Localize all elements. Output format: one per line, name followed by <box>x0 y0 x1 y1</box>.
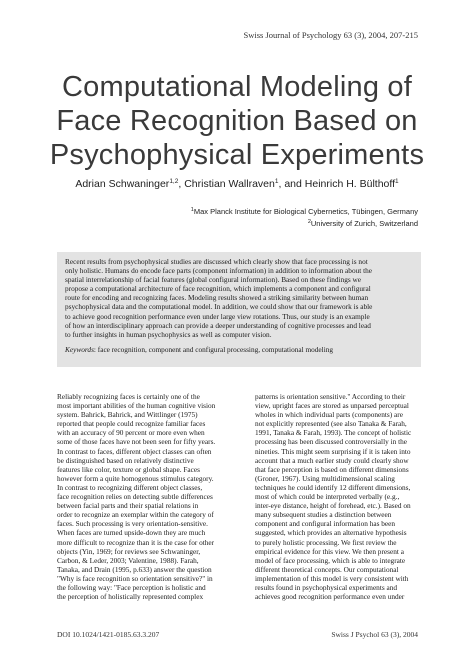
body-line: that face perception is based on different dimensions <box>255 464 409 474</box>
body-line: features like color, texture or global shape. Faces <box>57 464 200 474</box>
body-line: model of face processing, which is able to integrate <box>255 555 406 565</box>
affiliation-mark: 1 <box>190 207 194 213</box>
body-line: faces. Such processing is very orientation-sensitive. <box>57 519 208 529</box>
journal-footer: Swiss J Psychol 63 (3), 2004 <box>331 630 418 639</box>
body-line: empirical evidence for this view. We then present a <box>255 546 404 556</box>
body-line: nineties. This might seem surprising if it is taken into <box>255 446 411 456</box>
body-line: many subsequent studies a distinction between <box>255 510 392 520</box>
abstract-line: route for encoding and recognizing faces. Modeling results showed a striking similarity between human <box>65 293 369 303</box>
body-line: with an accuracy of 90 percent or more even when <box>57 428 205 438</box>
body-line: objects (Yin, 1969; for reviews see Schwaninger, <box>57 546 201 556</box>
affiliation-text: University of Zurich, Switzerland <box>310 219 418 228</box>
body-line: techniques he could identify 12 different dimensions, <box>255 482 411 492</box>
abstract-line: to further insights in human psychophysics as well as computer vision. <box>65 329 272 339</box>
title-line: Computational Modeling of <box>62 71 412 103</box>
abstract-line: spatial interrelationship of facial features (global configural information). Based on these findings we <box>65 275 362 285</box>
abstract-line: propose a computational architecture of face recognition, which implements a component and configural <box>65 284 371 294</box>
body-line: some of those faces have not been seen for fifty years. <box>57 437 216 447</box>
body-line: component and configural information has been <box>255 519 396 529</box>
body-line: inter-eye distance, height of forehead, etc.). Based on <box>255 501 411 511</box>
body-line: Tanaka, and Drain (1995, p.633) answer the question <box>57 564 212 574</box>
keywords-text: : face recognition, component and configural processing, computational modeling <box>93 344 334 354</box>
body-line: different theoretical concepts. Our computational <box>255 564 399 574</box>
body-line: "Why is face recognition so orientation sensitive?" in <box>57 573 213 583</box>
body-line: most of which could be interpreted verbally (e.g., <box>255 492 400 502</box>
body-line: order to recognize an exemplar within the category of <box>57 510 214 520</box>
author-affiliation-mark: 1 <box>395 178 399 185</box>
abstract-line: to achieve good recognition performance even under large view rotations. Thus, our study is an example <box>65 311 370 321</box>
abstract-line: Recent results from psychophysical studies are discussed which clearly show that face processing is not <box>65 257 368 266</box>
author-affiliation-mark: 1,2 <box>169 178 179 185</box>
affiliations <box>191 205 418 229</box>
body-line: implementation of this model is very consistent with <box>255 573 409 583</box>
body-line: In contrast to recognizing different object classes, <box>57 482 203 492</box>
keywords-line <box>65 345 413 354</box>
doi-footer: DOI 10.1024/1421-0185.63.3.207 <box>57 630 160 639</box>
affiliation-mark: 2 <box>307 219 311 225</box>
article-title <box>0 70 474 172</box>
body-line: reported that people could recognize familiar faces <box>57 419 206 429</box>
body-line: more difficult to recognize than it is the case for other <box>57 537 215 547</box>
abstract-box <box>57 252 421 367</box>
body-line: face recognition relies on detecting subtle differences <box>57 492 213 502</box>
body-line: be distinguished based on relatively distinctive <box>57 455 194 465</box>
body-line: the perception of holistically represented complex <box>57 592 204 602</box>
author-name: Christian Wallraven <box>184 178 275 190</box>
affiliation-line <box>191 217 418 229</box>
body-line: to purely holistic processing. We first review the <box>255 537 397 547</box>
body-line: most important abilities of the human cognitive vision <box>57 401 216 411</box>
author-list: Adrian Schwaninger$^{1,2}$, Christian Wallraven$^1$, and Heinrich H. Bülthoff$^1$ <box>75 178 399 190</box>
body-line: achieves good recognition performance even under <box>255 592 405 602</box>
body-line: wholes in which individual parts (components) are <box>255 410 403 420</box>
body-line: When faces are turned upside-down they are much <box>57 528 206 538</box>
title-line: Psychophysical Experiments <box>49 139 425 171</box>
body-line: view, upright faces are stored as unparsed perceptual <box>255 401 409 411</box>
author-name: Adrian Schwaninger <box>75 178 170 190</box>
abstract-line: psychophysical data and the computational model. In addition, we could show that our framework is able <box>65 302 373 312</box>
author-affiliation-mark: 1 <box>274 178 279 185</box>
body-line: patterns is orientation sensitive." According to their <box>255 392 406 401</box>
affiliation-line <box>191 205 418 217</box>
author-name: Heinrich H. Bülthoff <box>304 178 396 190</box>
body-line: Reliably recognizing faces is certainly one of the <box>57 392 200 401</box>
keywords-label: Keywords <box>65 344 94 354</box>
body-line: account that a much earlier study could clearly show <box>255 455 409 465</box>
body-line: (Groner, 1967). Using multidimensional scaling <box>255 473 395 483</box>
body-line: Carbon, & Leder, 2003; Valentine, 1988). Farah, <box>57 555 199 565</box>
affiliation-text: Max Planck Institute for Biological Cybernetics, Tübingen, Germany <box>193 207 418 216</box>
body-line: 1991, Tanaka & Farah, 1993). The concept of holistic <box>255 428 412 438</box>
body-line: results found in psychophysical experiments and <box>255 582 398 592</box>
body-line: system. Bahrick, Bahrick, and Wittlinger (1975) <box>57 410 198 420</box>
body-column-right <box>255 392 423 601</box>
author-conjunction: and <box>284 178 302 190</box>
title-line: Face Recognition Based on <box>56 105 418 137</box>
body-line: not explicitly represented (see also Tanaka & Farah, <box>255 419 407 429</box>
body-line: the following way: "Face perception is holistic and <box>57 582 206 592</box>
body-line: processing has been discussed controversially in the <box>255 437 407 447</box>
journal-header: Swiss Journal of Psychology 63 (3), 2004, 207-215 <box>243 30 418 40</box>
body-line: between facial parts and their spatial relations in <box>57 501 199 511</box>
body-line: In contrast to faces, different object classes can often <box>57 446 212 456</box>
body-column-left <box>57 392 225 601</box>
abstract-line: of how an interdisciplinary approach can provide a deeper understanding of cognitive processes and lead <box>65 320 371 330</box>
abstract-line: only holistic. Humans do encode face parts (component information) in addition to information about the <box>65 266 373 276</box>
body-line: suggested, which provides an alternative hypothesis <box>255 528 407 538</box>
body-line: however form a quite homogenous stimulus category. <box>57 473 214 483</box>
